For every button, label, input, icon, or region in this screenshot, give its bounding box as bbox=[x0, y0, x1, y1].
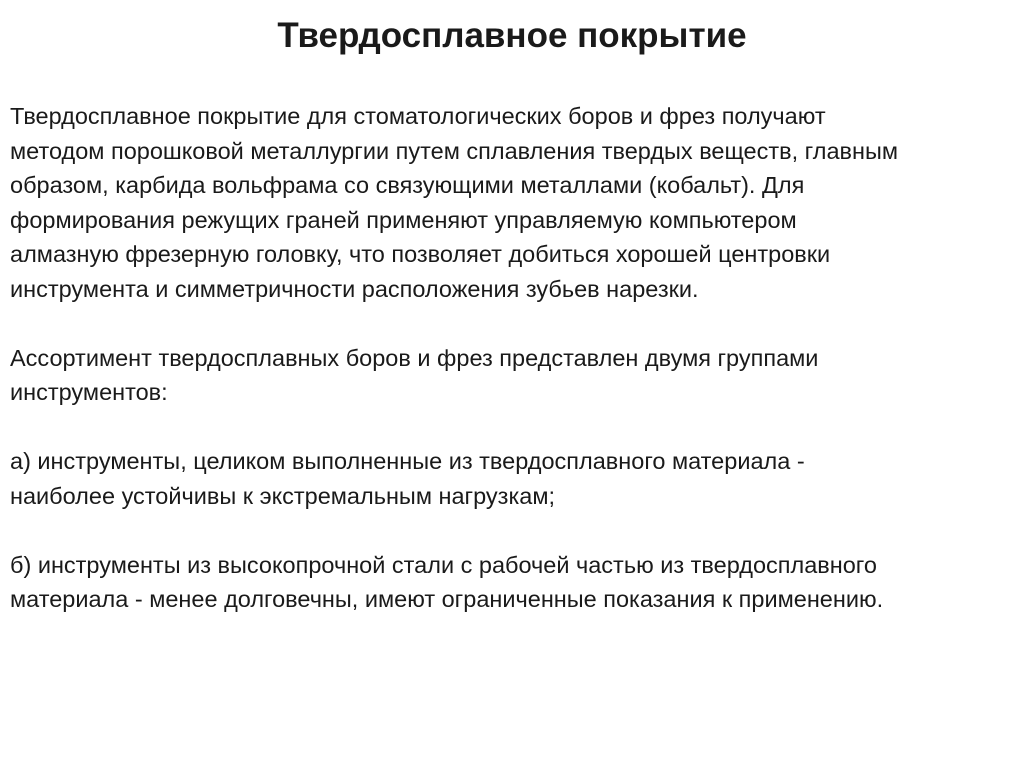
text-line: образом, карбида вольфрама со связующими металлами (кобальт). Для bbox=[10, 172, 805, 198]
text-line: формирования режущих граней применяют управляемую компьютером bbox=[10, 206, 797, 233]
text-line: инструмента и симметричности расположения зубьев нарезки. bbox=[10, 275, 699, 302]
paragraph-assortment bbox=[10, 341, 1014, 410]
text-line: материала - менее долговечны, имеют ограниченные показания к применению. bbox=[10, 586, 884, 612]
slide-title: Твердосплавное покрытие bbox=[277, 16, 747, 55]
paragraph-gap bbox=[10, 410, 1014, 445]
paragraph-gap bbox=[10, 306, 1014, 341]
slide-body bbox=[10, 99, 1014, 617]
text-line: инструментов: bbox=[10, 379, 168, 405]
paragraph-production bbox=[10, 99, 1014, 306]
text-line: алмазную фрезерную головку, что позволяет добиться хорошей центровки bbox=[10, 241, 831, 267]
paragraph-group-a bbox=[10, 444, 1014, 513]
text-line: наиболее устойчивы к экстремальным нагрузкам; bbox=[10, 482, 556, 509]
text-line: Твердосплавное покрытие для стоматологических боров и фрез получают bbox=[10, 103, 826, 129]
paragraph-gap bbox=[10, 513, 1014, 548]
text-line: Ассортимент твердосплавных боров и фрез представлен двумя группами bbox=[10, 344, 819, 371]
text-line: а) инструменты, целиком выполненные из твердосплавного материала - bbox=[10, 448, 805, 474]
paragraph-group-b bbox=[10, 548, 1014, 617]
text-line: б) инструменты из высокопрочной стали с рабочей частью из твердосплавного bbox=[10, 551, 877, 578]
text-line: методом порошковой металлургии путем сплавления твердых веществ, главным bbox=[10, 137, 899, 164]
